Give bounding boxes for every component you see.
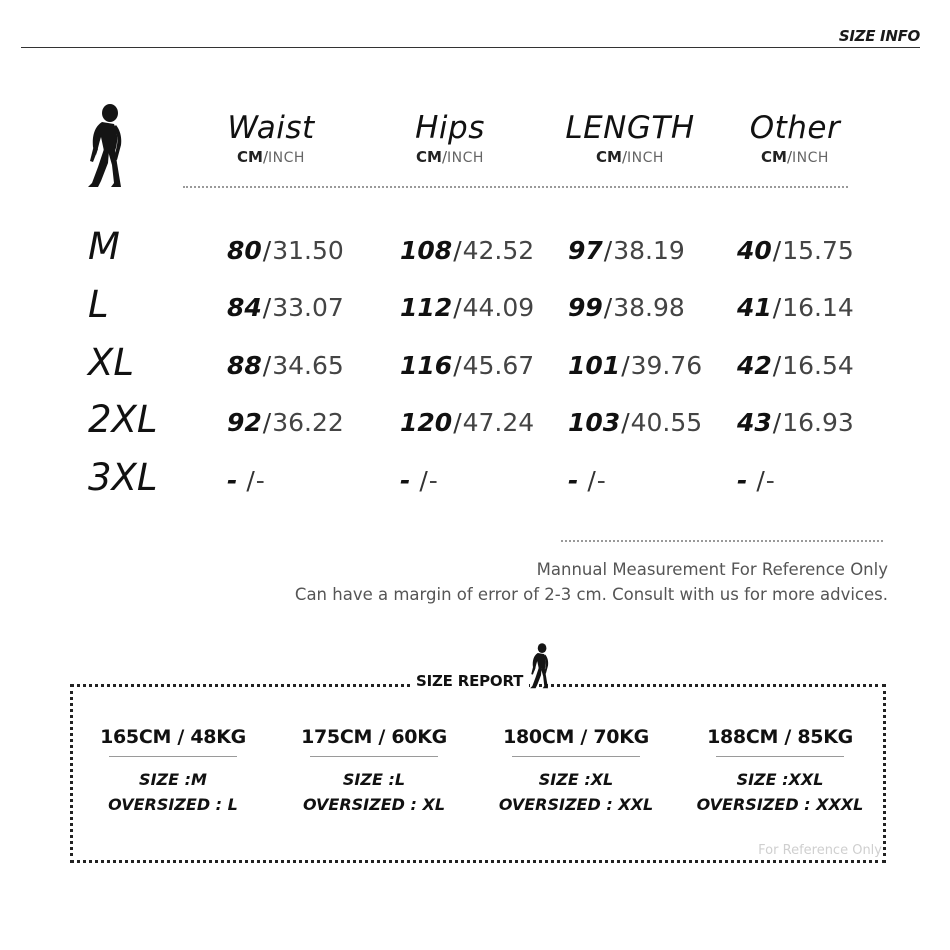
report-oversized: OVERSIZED : XL (302, 795, 446, 814)
column-unit: CM/INCH (761, 148, 829, 166)
size-info-title: SIZE INFO (838, 27, 920, 45)
report-item (78, 726, 268, 817)
cell-l-waist: 84/33.07 (227, 293, 344, 322)
column-name: Hips (415, 110, 485, 146)
cell-m-waist: 80/31.50 (227, 236, 344, 265)
column-header-length (545, 110, 715, 166)
report-item-divider (109, 756, 237, 757)
cell-l-hips: 112/44.09 (400, 293, 535, 322)
human-figure-icon (84, 103, 132, 189)
cell-xl-waist: 88/34.65 (227, 351, 344, 380)
cell-m-length: 97/38.19 (568, 236, 685, 265)
cell-2xl-hips: 120/47.24 (400, 408, 535, 437)
cell-m-hips: 108/42.52 (400, 236, 535, 265)
report-size: SIZE :M (139, 770, 207, 789)
report-item (279, 726, 469, 817)
cell-3xl-other: - /- (737, 466, 775, 495)
report-body-measure: 175CM / 60KG (301, 726, 447, 748)
human-figure-small-icon (528, 642, 554, 690)
column-header-waist (186, 110, 356, 166)
column-name: Other (749, 110, 841, 146)
note-line-2: Can have a margin of error of 2-3 cm. Consult with us for more advices. (294, 585, 888, 604)
cell-3xl-waist: - /- (227, 466, 265, 495)
size-label-3xl: 3XL (88, 456, 158, 499)
column-name: Waist (227, 110, 315, 146)
cell-3xl-hips: - /- (400, 466, 438, 495)
size-label-2xl: 2XL (88, 398, 158, 441)
report-oversized: OVERSIZED : XXL (498, 795, 654, 814)
header-dotted-divider (183, 186, 848, 188)
note-line-1: Mannual Measurement For Reference Only (536, 560, 888, 579)
cell-xl-other: 42/16.54 (737, 351, 854, 380)
header-divider (21, 47, 920, 48)
report-item-divider (310, 756, 438, 757)
report-body-measure: 165CM / 48KG (100, 726, 246, 748)
note-dotted-divider (561, 540, 883, 542)
report-oversized: OVERSIZED : XXXL (696, 795, 864, 814)
column-header-other (710, 110, 880, 166)
report-size: SIZE :XXL (736, 770, 824, 789)
cell-m-other: 40/15.75 (737, 236, 854, 265)
report-oversized: OVERSIZED : L (108, 795, 238, 814)
cell-2xl-length: 103/40.55 (568, 408, 703, 437)
column-unit: CM/INCH (237, 148, 305, 166)
report-size: SIZE :XL (538, 770, 614, 789)
size-label-m: M (88, 225, 120, 268)
column-header-hips (365, 110, 535, 166)
cell-3xl-length: - /- (568, 466, 606, 495)
report-body-measure: 188CM / 85KG (707, 726, 853, 748)
column-name: LENGTH (565, 110, 695, 146)
cell-l-other: 41/16.14 (737, 293, 854, 322)
cell-2xl-waist: 92/36.22 (227, 408, 344, 437)
reference-footnote: For Reference Only (758, 843, 882, 858)
report-item (685, 726, 875, 817)
cell-xl-length: 101/39.76 (568, 351, 703, 380)
size-report-title: SIZE REPORT (410, 672, 529, 690)
report-body-measure: 180CM / 70KG (503, 726, 649, 748)
column-unit: CM/INCH (416, 148, 484, 166)
report-item-divider (716, 756, 844, 757)
report-item-divider (512, 756, 640, 757)
report-size: SIZE :L (342, 770, 406, 789)
cell-xl-hips: 116/45.67 (400, 351, 535, 380)
cell-2xl-other: 43/16.93 (737, 408, 854, 437)
report-item (481, 726, 671, 817)
cell-l-length: 99/38.98 (568, 293, 685, 322)
size-label-l: L (88, 283, 109, 326)
column-unit: CM/INCH (596, 148, 664, 166)
size-label-xl: XL (88, 341, 134, 384)
